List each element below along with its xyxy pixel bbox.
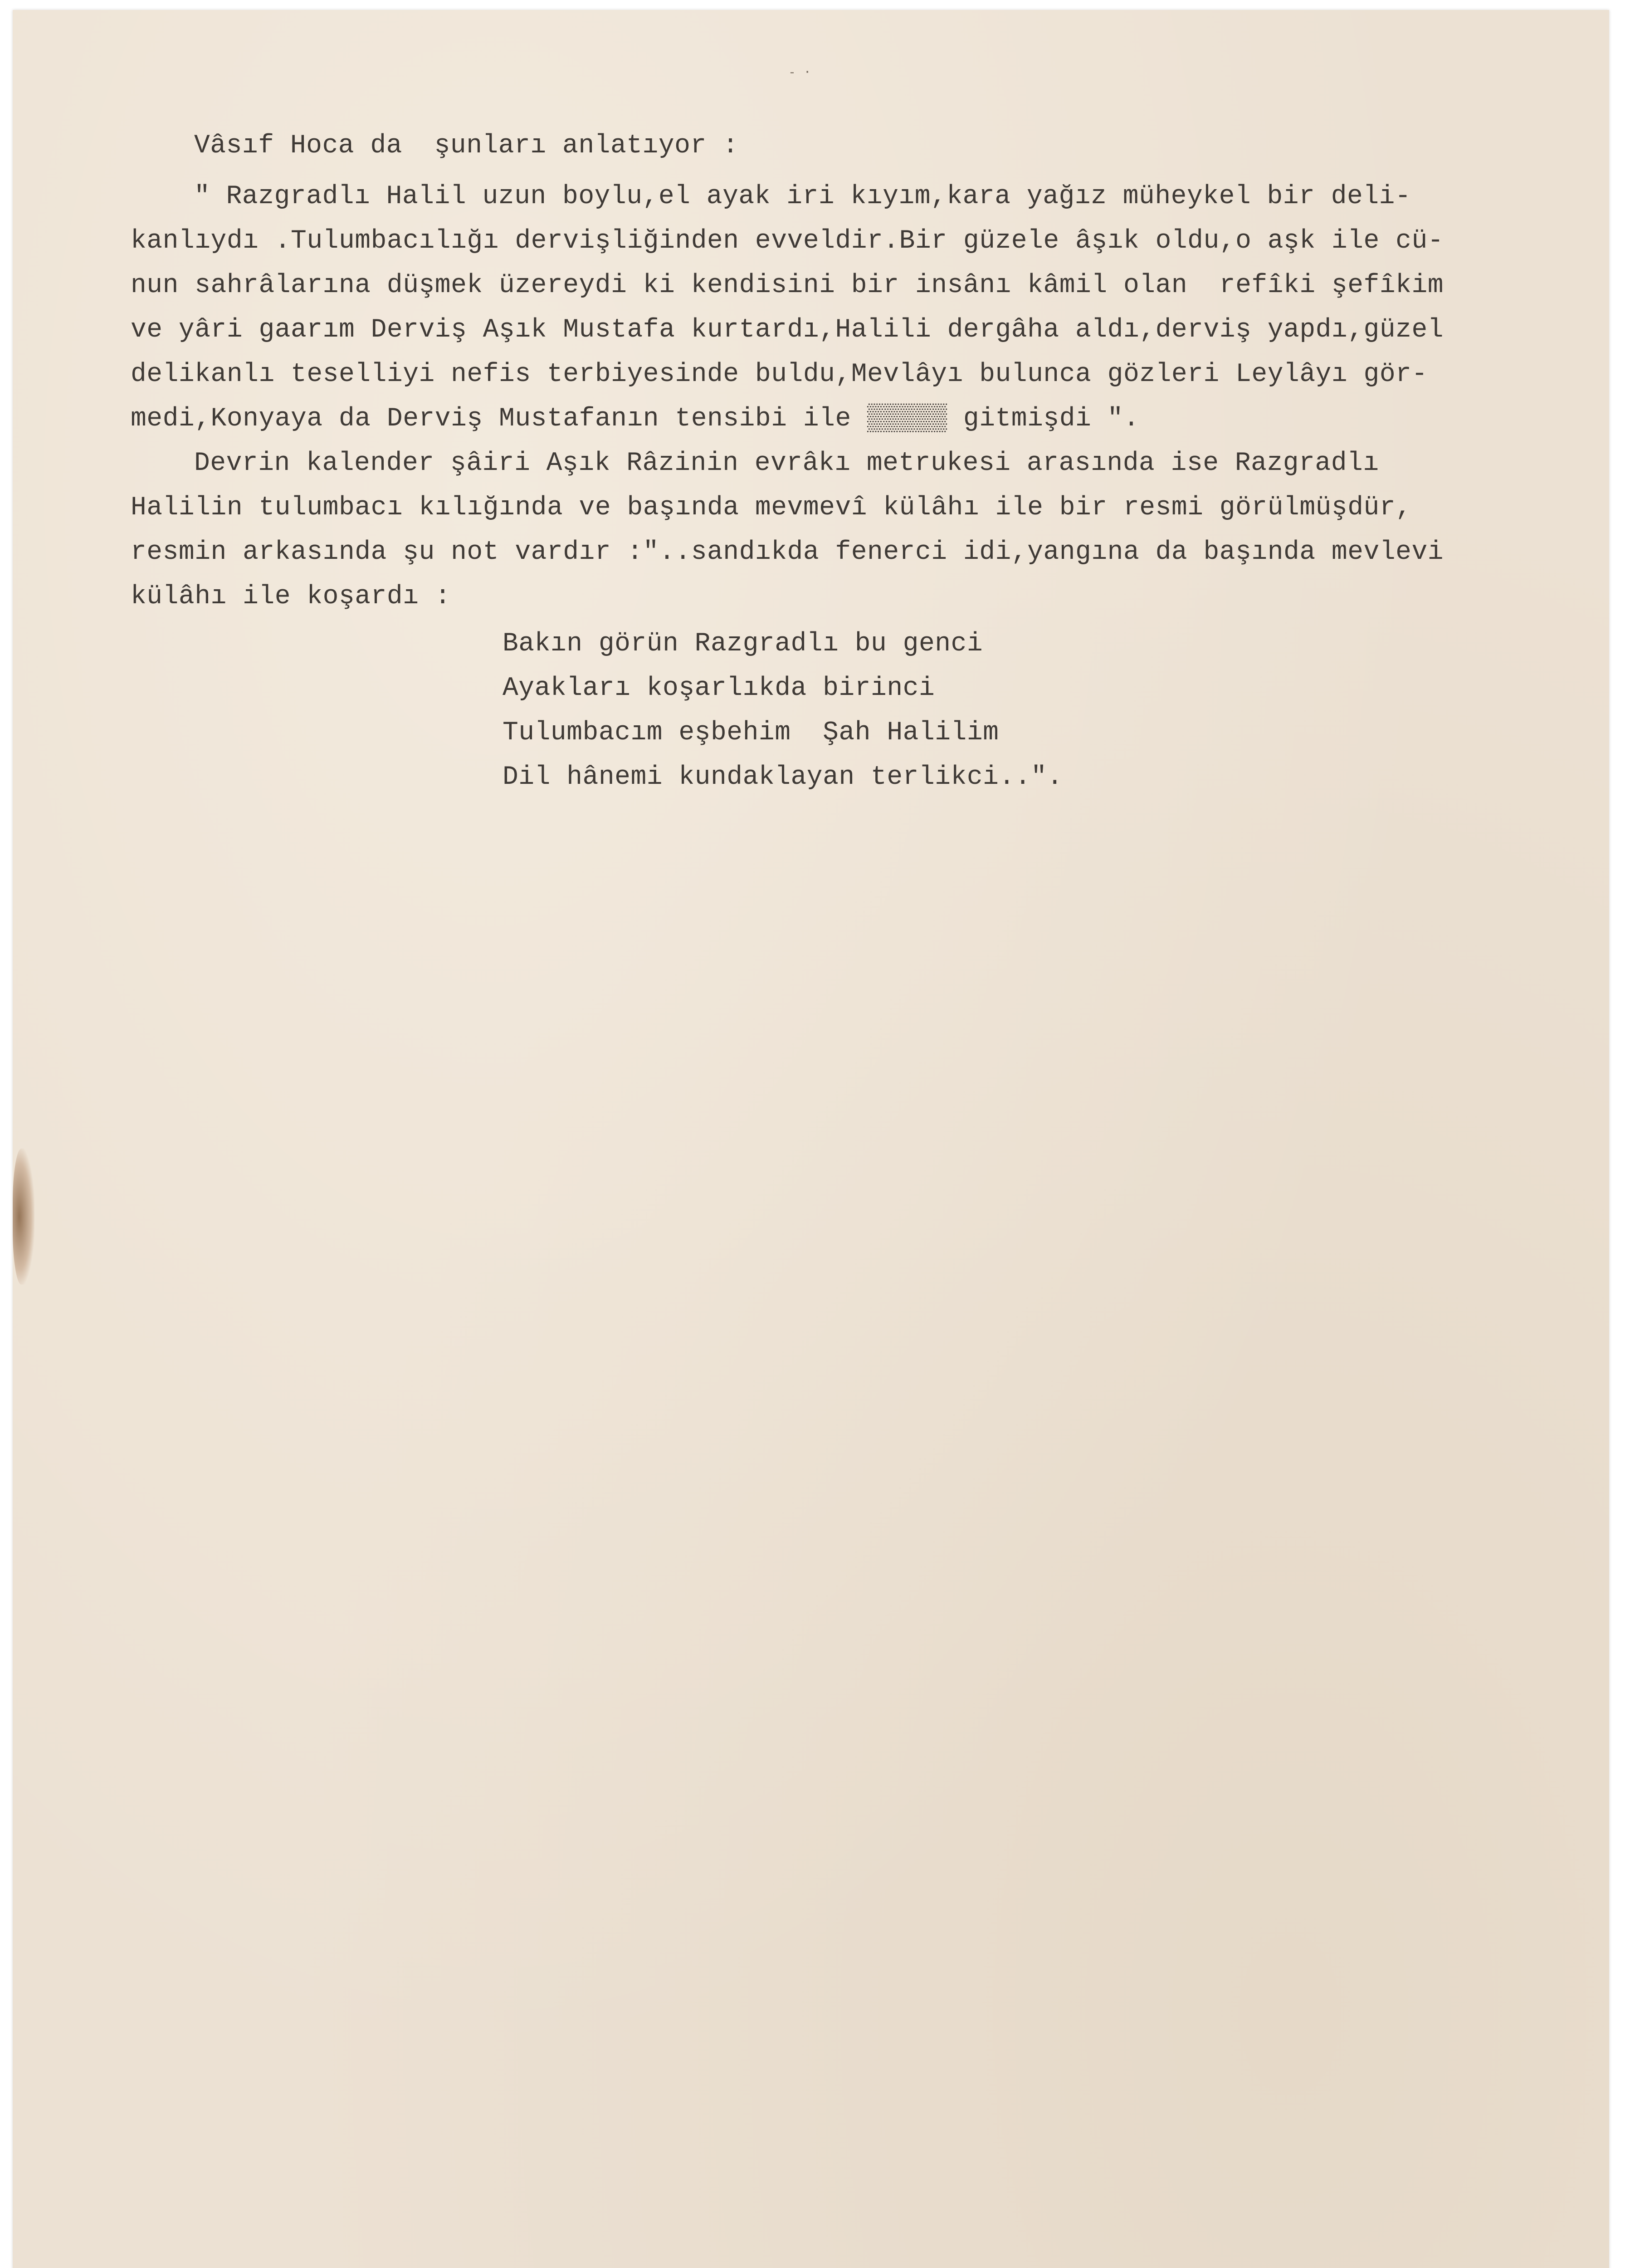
top-mark: - · — [788, 64, 811, 79]
typed-text — [13, 10, 1609, 792]
text-line: delikanlı teselliyi nefis terbiyesinde buldu,Mevlâyı bulunca gözleri Leylâyı gör- — [131, 360, 1428, 389]
text-line: " Razgradlı Halil uzun boylu,el ayak iri kıyım,kara yağız müheykel bir deli- — [194, 182, 1411, 211]
text-line: Vâsıf Hoca da şunları anlatıyor : — [194, 131, 739, 161]
text-line: Devrin kalender şâiri Aşık Râzinin evrâkı metrukesi arasında ise Razgradlı — [194, 449, 1379, 478]
text-line: nun sahrâlarına düşmek üzereydi ki kendisini bir insânı kâmil olan refîki şefîkim — [131, 271, 1444, 300]
verse-line: Tulumbacım eşbehim Şah Halilim — [503, 718, 999, 748]
text-line: resmin arkasında şu not vardır :"..sandıkda fenerci idi,yangına da başında mevlevi — [131, 538, 1444, 567]
verse-line: Bakın görün Razgradlı bu genci — [503, 629, 983, 659]
text-line: medi,Konyaya da Derviş Mustafanın tensibi ile ▒▒▒▒▒ gitmişdi ". — [131, 404, 1140, 434]
verse-line: Ayakları koşarlıkda birinci — [503, 674, 935, 703]
verse-line: Dil hânemi kundaklayan terlikci..". — [503, 763, 1063, 792]
text-line: külâhı ile koşardı : — [131, 582, 451, 611]
text-line: ve yâri gaarım Derviş Aşık Mustafa kurtardı,Halili dergâha aldı,derviş yapdı,güzel — [131, 315, 1444, 345]
paper-sheet — [13, 10, 1609, 2268]
stain — [13, 1149, 34, 1285]
text-line: Halilin tulumbacı kılığında ve başında mevmevî külâhı ile bir resmi görülmüşdür, — [131, 493, 1412, 523]
text-line: kanlıydı .Tulumbacılığı dervişliğinden evveldir.Bir güzele âşık oldu,o aşk ile cü- — [131, 226, 1444, 256]
